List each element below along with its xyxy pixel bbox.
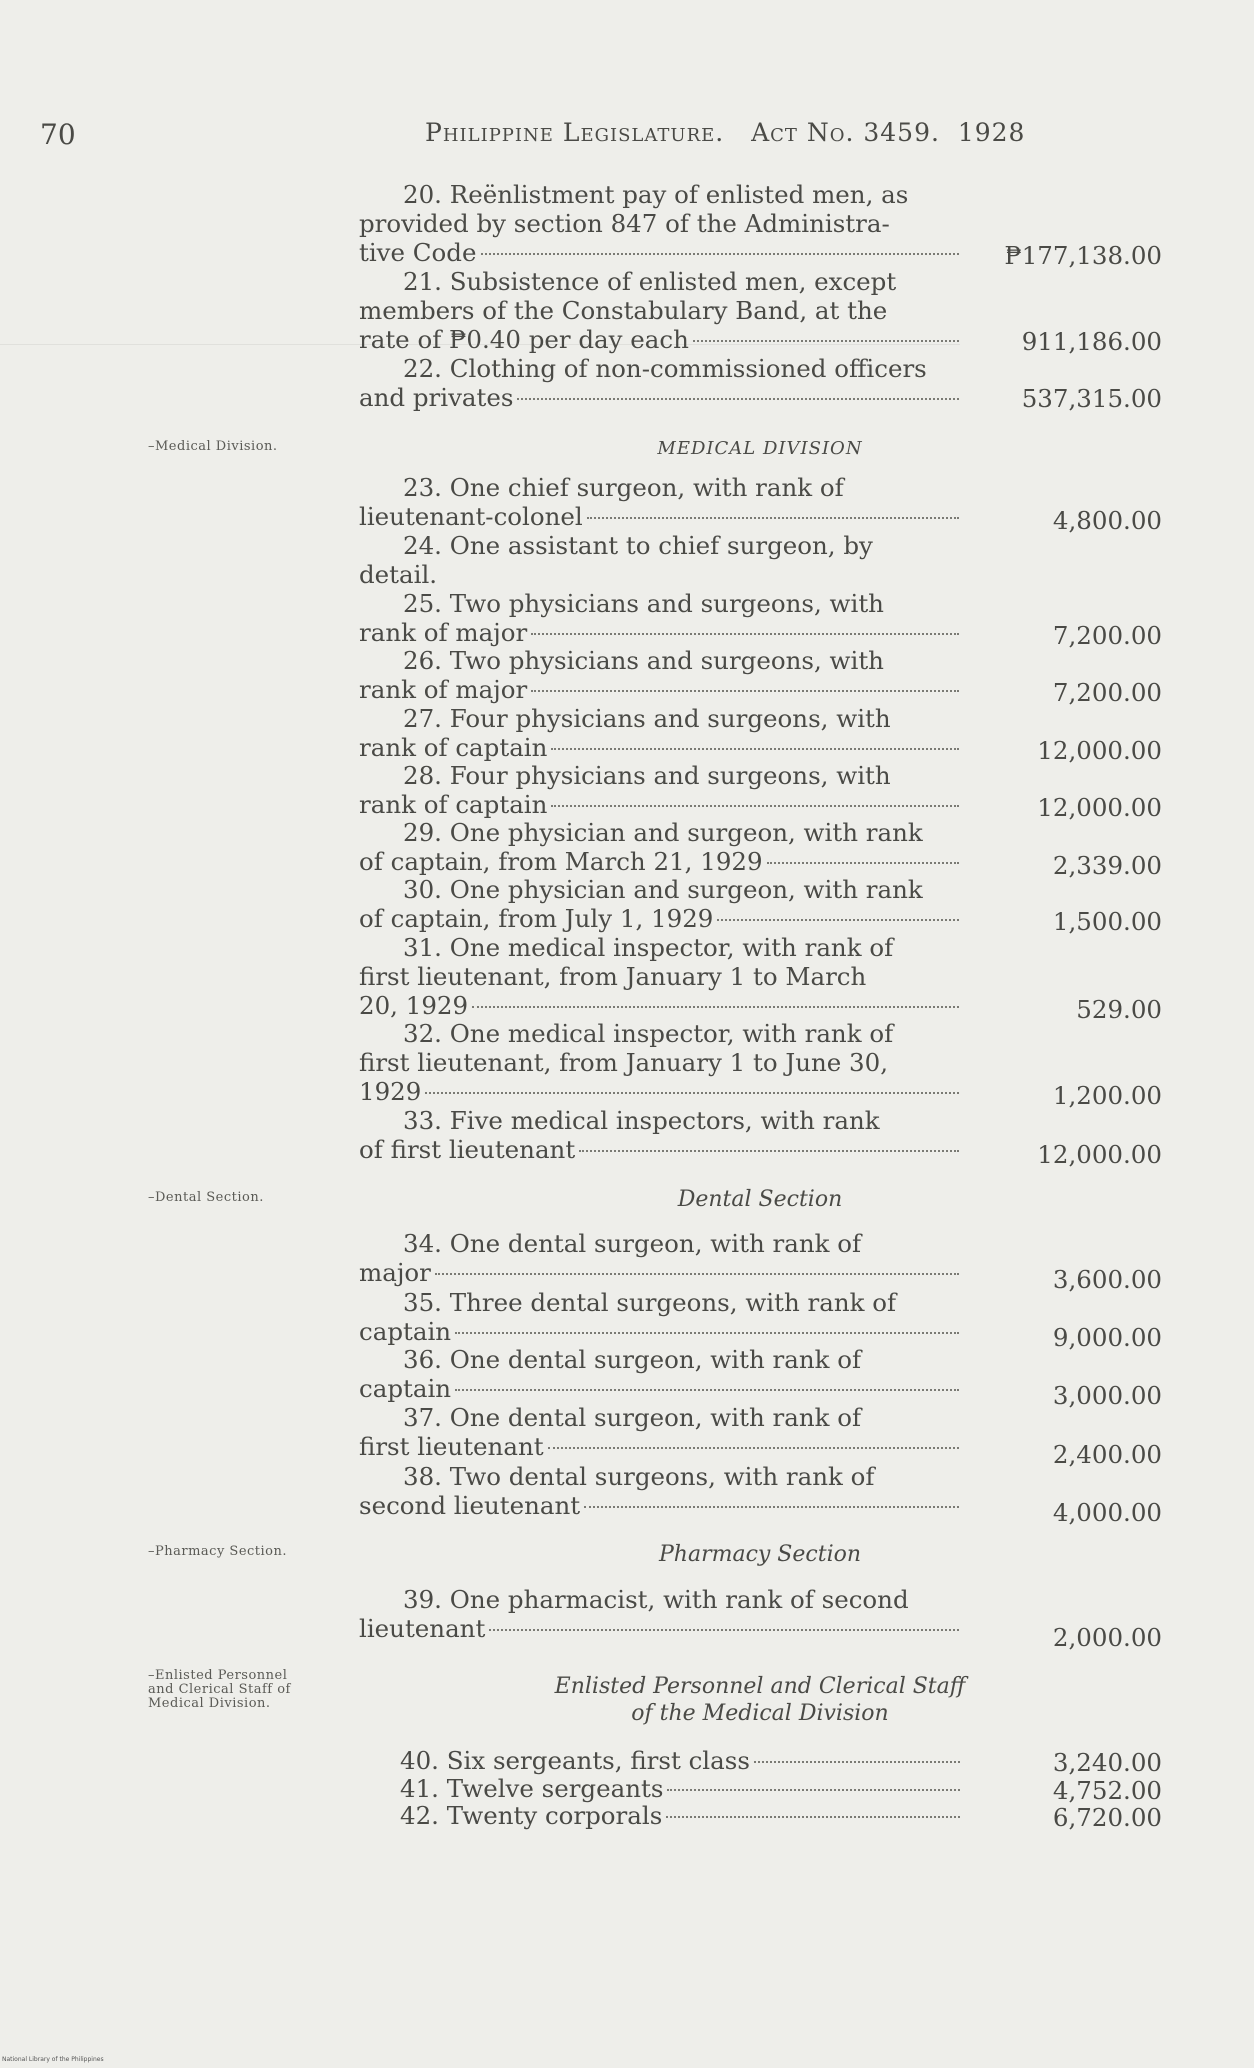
page-number: 70 bbox=[40, 118, 76, 151]
item-22 bbox=[359, 354, 959, 412]
scan-footer: National Library of the Philippines bbox=[2, 2056, 104, 2063]
amount: 4,000.00 bbox=[1052, 1498, 1162, 1527]
item-line: 26. Two physicians and surgeons, with bbox=[403, 646, 884, 675]
item-last-text: captain bbox=[359, 1317, 452, 1346]
item-last-line bbox=[359, 238, 959, 267]
dot-leader bbox=[548, 1447, 959, 1449]
item-24 bbox=[359, 531, 959, 589]
section-title-line: of the Medical Division bbox=[631, 1701, 889, 1726]
amount: ₱177,138.00 bbox=[1004, 241, 1162, 270]
item-last-line bbox=[359, 1077, 959, 1106]
dot-leader bbox=[587, 517, 959, 519]
item-last-text: lieutenant-colonel bbox=[359, 502, 583, 531]
amount: 12,000.00 bbox=[1037, 1140, 1162, 1169]
dot-leader bbox=[767, 862, 959, 864]
dot-leader bbox=[517, 398, 959, 400]
item-32 bbox=[359, 1019, 959, 1106]
item-last-text: rank of captain bbox=[359, 790, 548, 819]
item-line: first lieutenant, from January 1 to March bbox=[359, 962, 867, 991]
item-line: 25. Two physicians and surgeons, with bbox=[403, 589, 884, 618]
dot-leader bbox=[717, 919, 959, 921]
item-last-line bbox=[359, 1317, 959, 1346]
item-line: 34. One dental surgeon, with rank of bbox=[403, 1229, 862, 1258]
item-35 bbox=[359, 1288, 959, 1346]
item-37 bbox=[359, 1403, 959, 1461]
item-41 bbox=[400, 1774, 960, 1803]
dot-leader bbox=[579, 1150, 959, 1152]
amount: 537,315.00 bbox=[1021, 384, 1162, 413]
item-last-text: second lieutenant bbox=[359, 1491, 581, 1520]
item-line: detail. bbox=[359, 560, 438, 589]
item-text: 41. Twelve sergeants bbox=[400, 1774, 664, 1803]
item-line: 32. One medical inspector, with rank of bbox=[403, 1019, 894, 1048]
section-title-enlisted bbox=[520, 1673, 1000, 1727]
item-text: 42. Twenty corporals bbox=[400, 1801, 663, 1830]
item-text: 40. Six sergeants, first class bbox=[400, 1746, 750, 1775]
item-line: 37. One dental surgeon, with rank of bbox=[403, 1403, 862, 1432]
item-last-text: 20, 1929 bbox=[359, 991, 469, 1020]
section-title-medical: MEDICAL DIVISION bbox=[657, 438, 863, 459]
header-act: Act No. 3459. bbox=[751, 118, 940, 147]
item-last-line bbox=[359, 1614, 959, 1643]
dot-leader bbox=[584, 1506, 959, 1508]
item-last-line bbox=[359, 733, 959, 762]
item-last-line bbox=[359, 790, 959, 819]
item-last-text: captain bbox=[359, 1374, 452, 1403]
amount: 7,200.00 bbox=[1052, 621, 1162, 650]
dot-leader bbox=[667, 1789, 960, 1791]
item-last-line bbox=[359, 502, 959, 531]
item-30 bbox=[359, 875, 959, 933]
item-line: 28. Four physicians and surgeons, with bbox=[403, 761, 891, 790]
margin-note-line: Medical Division. bbox=[148, 1696, 271, 1711]
item-line: 24. One assistant to chief surgeon, by bbox=[403, 531, 873, 560]
item-line: 30. One physician and surgeon, with rank bbox=[403, 875, 923, 904]
item-last-line bbox=[359, 847, 959, 876]
dot-leader bbox=[425, 1092, 959, 1094]
amount: 12,000.00 bbox=[1037, 736, 1162, 765]
page-header bbox=[425, 118, 1025, 147]
margin-note-line: and Clerical Staff of bbox=[148, 1682, 291, 1697]
dot-leader bbox=[489, 1629, 959, 1631]
item-23 bbox=[359, 473, 959, 531]
item-line: 35. Three dental surgeons, with rank of bbox=[403, 1288, 897, 1317]
item-line: 33. Five medical inspectors, with rank bbox=[403, 1106, 880, 1135]
margin-note-enlisted bbox=[148, 1669, 291, 1711]
item-last-line bbox=[359, 904, 959, 933]
item-last-text: rank of captain bbox=[359, 733, 548, 762]
amount: 9,000.00 bbox=[1052, 1323, 1162, 1352]
item-20 bbox=[359, 180, 959, 267]
dot-leader bbox=[754, 1761, 960, 1763]
item-last-text: rank of major bbox=[359, 675, 528, 704]
item-last-line bbox=[359, 1432, 959, 1461]
dot-leader bbox=[551, 748, 959, 750]
section-title-line: Enlisted Personnel and Clerical Staff bbox=[554, 1674, 966, 1699]
item-33 bbox=[359, 1106, 959, 1164]
item-36 bbox=[359, 1345, 959, 1403]
item-last-text: lieutenant bbox=[359, 1614, 486, 1643]
section-title-pharmacy: Pharmacy Section bbox=[658, 1542, 862, 1567]
amount: 2,339.00 bbox=[1052, 851, 1162, 880]
item-line: 39. One pharmacist, with rank of second bbox=[403, 1585, 909, 1614]
dot-leader bbox=[531, 633, 959, 635]
amount: 7,200.00 bbox=[1052, 678, 1162, 707]
item-40 bbox=[400, 1746, 960, 1775]
section-title-dental: Dental Section bbox=[677, 1187, 843, 1212]
dot-leader bbox=[481, 253, 960, 255]
item-21 bbox=[359, 267, 959, 354]
item-38 bbox=[359, 1462, 959, 1520]
item-27 bbox=[359, 704, 959, 762]
item-26 bbox=[359, 646, 959, 704]
item-last-text: tive Code bbox=[359, 238, 477, 267]
item-line: 23. One chief surgeon, with rank of bbox=[403, 473, 844, 502]
amount: 3,000.00 bbox=[1052, 1381, 1162, 1410]
item-last-text: and privates bbox=[359, 383, 514, 412]
dot-leader bbox=[551, 805, 959, 807]
amount: 1,200.00 bbox=[1052, 1081, 1162, 1110]
item-last-text: of captain, from July 1, 1929 bbox=[359, 904, 714, 933]
margin-note-pharmacy: –Pharmacy Section. bbox=[148, 1544, 288, 1559]
item-31 bbox=[359, 933, 959, 1020]
amount: 3,240.00 bbox=[1052, 1748, 1162, 1777]
margin-note-medical: –Medical Division. bbox=[148, 439, 278, 454]
item-42 bbox=[400, 1801, 960, 1830]
item-line: first lieutenant, from January 1 to June 30, bbox=[359, 1048, 889, 1077]
header-legislature: Philippine Legislature. bbox=[425, 118, 725, 147]
item-last-text: rate of ₱0.40 per day each bbox=[359, 325, 689, 354]
dot-leader bbox=[435, 1273, 959, 1275]
item-line: 20. Reënlistment pay of enlisted men, as bbox=[403, 180, 909, 209]
item-last-text: rank of major bbox=[359, 618, 528, 647]
amount: 4,800.00 bbox=[1052, 506, 1162, 535]
item-last-line bbox=[359, 1258, 959, 1287]
amount: 4,752.00 bbox=[1052, 1776, 1162, 1805]
amount: 2,400.00 bbox=[1052, 1440, 1162, 1469]
item-34 bbox=[359, 1229, 959, 1287]
item-line: 31. One medical inspector, with rank of bbox=[403, 933, 894, 962]
item-last-line bbox=[359, 383, 959, 412]
item-last-line bbox=[359, 675, 959, 704]
dot-leader bbox=[693, 340, 959, 342]
item-line: 21. Subsistence of enlisted men, except bbox=[403, 267, 897, 296]
margin-note-line: –Enlisted Personnel bbox=[148, 1668, 288, 1683]
amount: 2,000.00 bbox=[1052, 1623, 1162, 1652]
dot-leader bbox=[472, 1006, 959, 1008]
item-last-line bbox=[359, 325, 959, 354]
amount: 911,186.00 bbox=[1021, 327, 1162, 356]
dot-leader bbox=[666, 1816, 960, 1818]
item-last-text: 1929 bbox=[359, 1077, 422, 1106]
header-year: 1928 bbox=[957, 118, 1026, 147]
item-last-line bbox=[359, 618, 959, 647]
item-line: 22. Clothing of non-commissioned officers bbox=[403, 354, 927, 383]
amount: 3,600.00 bbox=[1052, 1265, 1162, 1294]
item-line: members of the Constabulary Band, at the bbox=[359, 296, 888, 325]
item-29 bbox=[359, 818, 959, 876]
item-last-text: of first lieutenant bbox=[359, 1135, 576, 1164]
amount: 12,000.00 bbox=[1037, 793, 1162, 822]
dot-leader bbox=[531, 690, 959, 692]
item-39 bbox=[359, 1585, 959, 1643]
item-28 bbox=[359, 761, 959, 819]
item-line: 36. One dental surgeon, with rank of bbox=[403, 1345, 862, 1374]
dot-leader bbox=[455, 1389, 959, 1391]
dot-leader bbox=[455, 1332, 959, 1334]
item-25 bbox=[359, 589, 959, 647]
item-line: 27. Four physicians and surgeons, with bbox=[403, 704, 891, 733]
amount: 6,720.00 bbox=[1052, 1803, 1162, 1832]
item-last-line bbox=[359, 1135, 959, 1164]
item-last-line bbox=[359, 1374, 959, 1403]
item-last-line bbox=[359, 991, 959, 1020]
item-line: 29. One physician and surgeon, with rank bbox=[403, 818, 923, 847]
item-last-text: major bbox=[359, 1258, 431, 1287]
margin-note-dental: –Dental Section. bbox=[148, 1190, 264, 1205]
amount: 1,500.00 bbox=[1052, 907, 1162, 936]
item-last-text: of captain, from March 21, 1929 bbox=[359, 847, 763, 876]
amount: 529.00 bbox=[1076, 995, 1162, 1024]
item-last-text: first lieutenant bbox=[359, 1432, 544, 1461]
item-line: provided by section 847 of the Administra- bbox=[359, 209, 890, 238]
item-last-line bbox=[359, 1491, 959, 1520]
item-line: 38. Two dental surgeons, with rank of bbox=[403, 1462, 875, 1491]
